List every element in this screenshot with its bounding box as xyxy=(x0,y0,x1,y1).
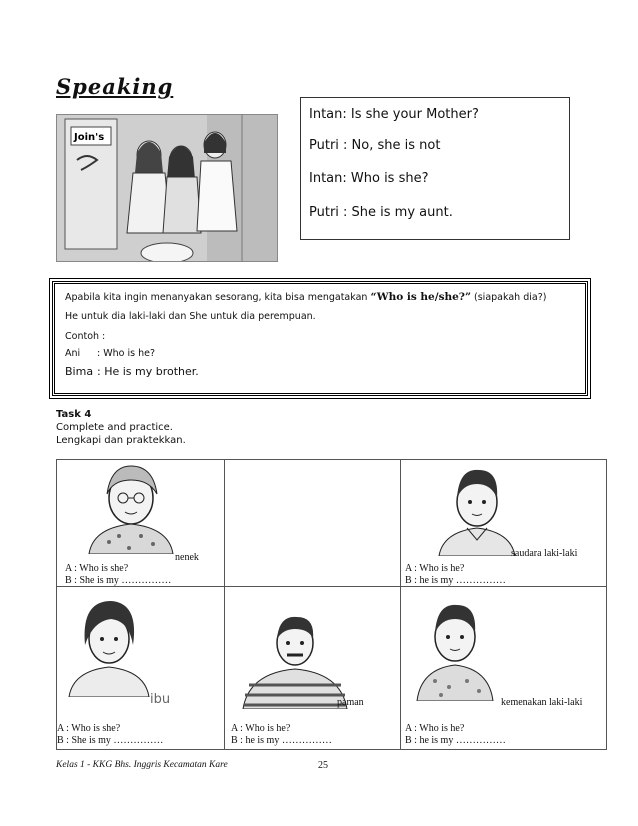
cell-brother xyxy=(400,459,607,588)
caption-saudara: saudara laki-laki xyxy=(511,548,578,559)
page-number: 25 xyxy=(318,760,328,771)
mother-picture xyxy=(57,595,177,697)
task-title: Task 4 xyxy=(56,409,92,420)
info-line-1-text: Apabila kita ingin menanyakan sesorang, kita bisa mengatakan xyxy=(65,292,368,303)
footer-text: Kelas 1 - KKG Bhs. Inggris Kecamatan Kare xyxy=(56,760,228,770)
example-2 xyxy=(65,365,199,378)
qa-saudara-question: A : Who is he? xyxy=(405,563,465,574)
caption-ibu: ibu xyxy=(150,692,171,707)
info-line-1-phrase: “Who is he/she?” xyxy=(370,291,471,303)
cell-mother xyxy=(56,586,226,750)
dialog-line-1: Intan: Is she your Mother? xyxy=(309,107,479,122)
dialog-box xyxy=(300,97,570,240)
dialog-line-2: Putri : No, she is not xyxy=(309,138,441,153)
info-line-3: Contoh : xyxy=(65,331,106,342)
nephew-picture xyxy=(405,601,515,701)
task-line-2: Lengkapi dan praktekkan. xyxy=(56,435,186,446)
dialog-line-4: Putri : She is my aunt. xyxy=(309,205,453,220)
shop-sign-text: Join's xyxy=(74,132,105,143)
grammar-info-box xyxy=(52,281,588,396)
cell-nephew xyxy=(400,586,607,750)
illustration-girls-shop xyxy=(56,114,278,262)
example-1-text: : Who is he? xyxy=(97,348,155,359)
caption-paman: paman xyxy=(337,697,364,708)
qa-paman xyxy=(231,723,332,747)
info-line-1-translation: (siapakah dia?) xyxy=(474,292,547,303)
cell-uncle xyxy=(224,586,402,750)
task-instructions xyxy=(56,408,186,447)
qa-paman-answer: B : he is my …………… xyxy=(231,735,332,746)
qa-saudara-answer: B : he is my …………… xyxy=(405,575,506,586)
info-line-1 xyxy=(65,291,546,303)
qa-nenek-question: A : Who is she? xyxy=(65,563,129,574)
qa-kemenakan-question: A : Who is he? xyxy=(405,723,465,734)
page-heading: Speaking xyxy=(56,74,174,99)
qa-nenek-answer: B : She is my …………… xyxy=(65,575,172,586)
qa-kemenakan xyxy=(405,723,506,747)
caption-nenek: nenek xyxy=(175,552,199,563)
practice-grid xyxy=(56,459,606,748)
example-1 xyxy=(65,348,155,359)
qa-saudara xyxy=(405,563,506,587)
qa-paman-question: A : Who is he? xyxy=(231,723,291,734)
caption-kemenakan: kemenakan laki-laki xyxy=(501,697,583,708)
example-2-text: : He is my brother. xyxy=(97,365,199,378)
uncle-picture xyxy=(233,613,353,709)
task-line-1: Complete and practice. xyxy=(56,422,173,433)
info-line-2: He untuk dia laki-laki dan She untuk dia perempuan. xyxy=(65,311,316,322)
qa-ibu-question: A : Who is she? xyxy=(57,723,121,734)
qa-nenek xyxy=(65,563,171,587)
qa-ibu-answer: B : She is my …………… xyxy=(57,735,164,746)
example-1-name: Ani xyxy=(65,348,81,359)
brother-picture xyxy=(421,464,531,556)
qa-ibu xyxy=(57,723,163,747)
cell-grandmother xyxy=(56,459,226,588)
cell-empty xyxy=(224,459,402,588)
dialog-line-3: Intan: Who is she? xyxy=(309,171,429,186)
qa-kemenakan-answer: B : he is my …………… xyxy=(405,735,506,746)
example-2-name: Bima xyxy=(65,365,94,378)
grandmother-picture xyxy=(69,464,189,554)
